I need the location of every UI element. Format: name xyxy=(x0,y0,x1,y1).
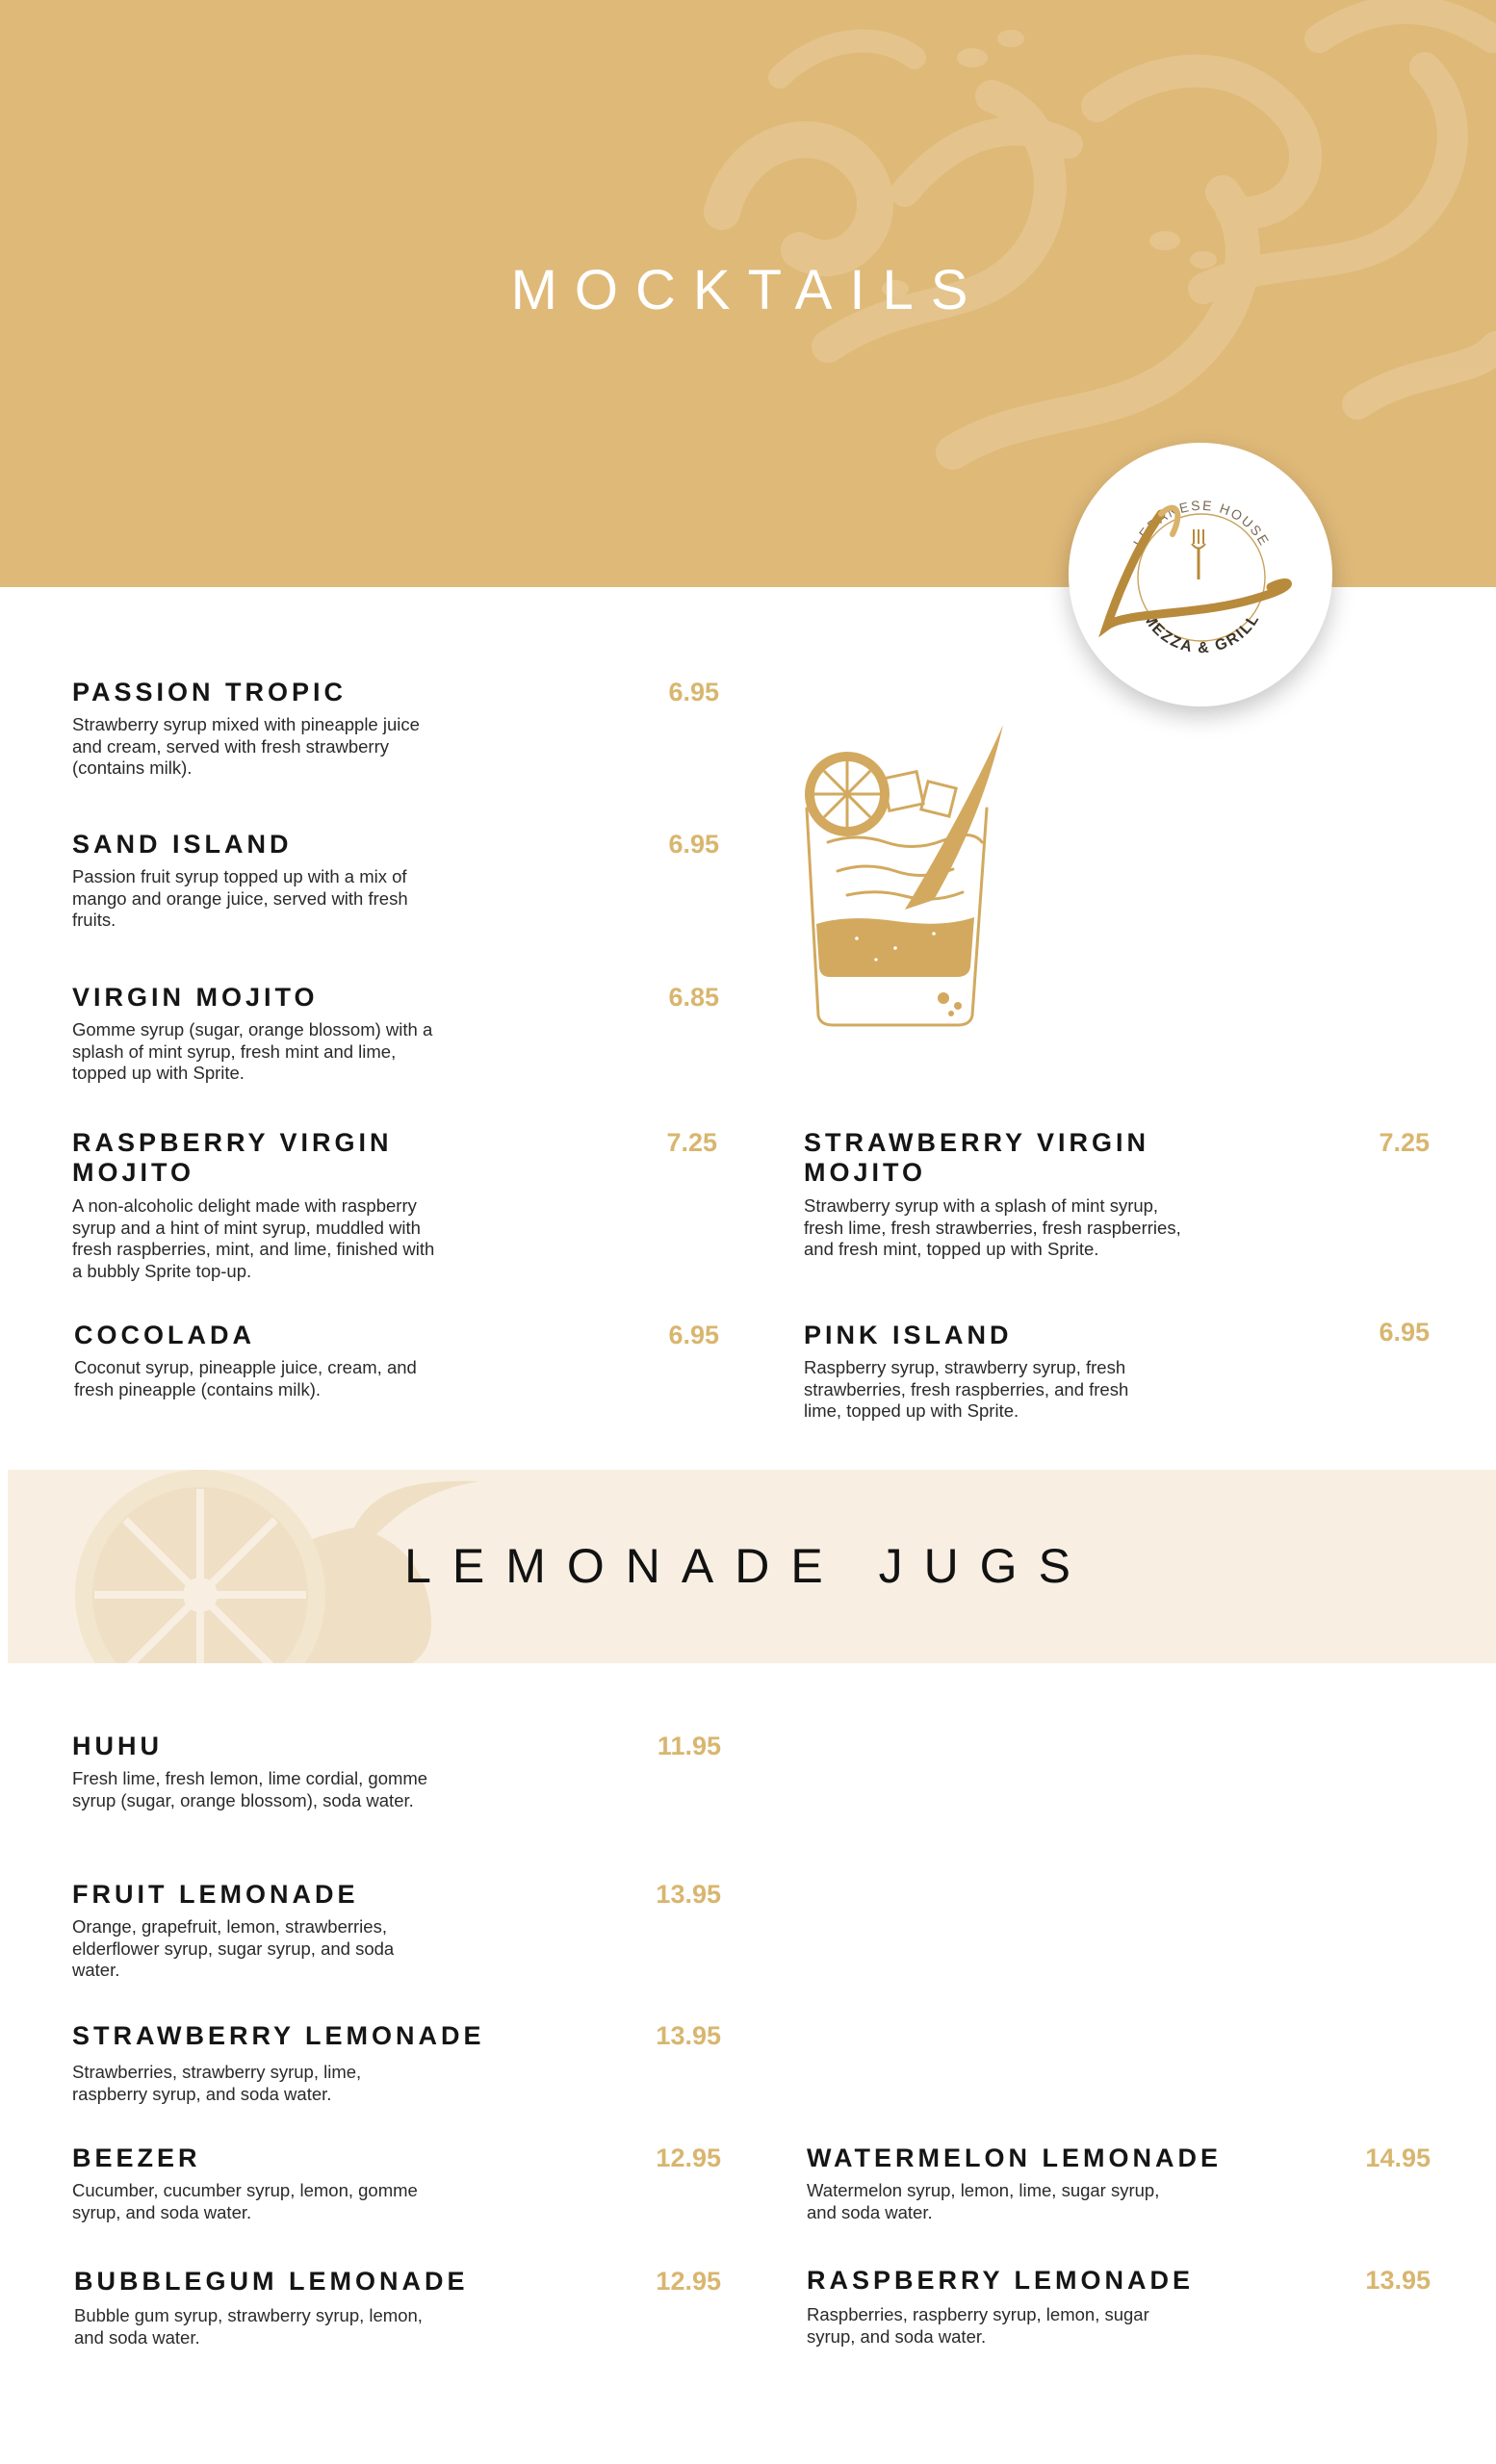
menu-item xyxy=(807,2143,1431,2230)
item-name: FRUIT LEMONADE xyxy=(72,1880,359,1909)
menu-item xyxy=(72,1880,721,1986)
menu-item xyxy=(72,1128,717,1287)
item-description: A non-alcoholic delight made with raspberry syrup and a hint of mint syrup, muddled with fresh raspberries, mint, and lime, finished with a bubbly Sprite top-up. xyxy=(72,1195,435,1281)
item-price: 6.95 xyxy=(668,830,719,859)
item-name: PINK ISLAND xyxy=(804,1321,1013,1349)
item-price: 13.95 xyxy=(1365,2266,1431,2295)
item-name: VIRGIN MOJITO xyxy=(72,983,319,1012)
menu-item xyxy=(804,1318,1430,1426)
item-description: Cucumber, cucumber syrup, lemon, gomme syrup, and soda water. xyxy=(72,2180,418,2222)
item-name: RASPBERRY LEMONADE xyxy=(807,2266,1195,2295)
menu-item xyxy=(807,2266,1431,2352)
item-price: 6.85 xyxy=(668,983,719,1012)
item-description: Coconut syrup, pineapple juice, cream, and fresh pineapple (contains milk). xyxy=(74,1357,417,1399)
menu-item xyxy=(72,983,719,1089)
item-description: Raspberry syrup, strawberry syrup, fresh strawberries, fresh raspberries, and fresh lime, topped up with Sprite. xyxy=(804,1357,1129,1421)
fork-icon xyxy=(1192,529,1205,579)
item-price: 11.95 xyxy=(657,1732,721,1760)
item-price: 6.95 xyxy=(668,1321,719,1349)
mocktail-glass-illustration xyxy=(789,717,1030,1035)
item-name: STRAWBERRY VIRGIN MOJITO xyxy=(804,1128,1150,1187)
item-price: 6.95 xyxy=(1379,1318,1430,1347)
item-price: 6.95 xyxy=(668,678,719,706)
item-name: BUBBLEGUM LEMONADE xyxy=(74,2267,469,2296)
section-title: LEMONADE JUGS xyxy=(404,1539,1092,1593)
item-price: 12.95 xyxy=(656,2267,721,2296)
lebanese-house-logo xyxy=(1069,443,1332,706)
item-description: Watermelon syrup, lemon, lime, sugar syrup, and soda water. xyxy=(807,2180,1160,2222)
menu-item xyxy=(72,678,719,783)
item-name: WATERMELON LEMONADE xyxy=(807,2143,1222,2172)
item-description: Passion fruit syrup topped up with a mix of mango and orange juice, served with fresh fruits. xyxy=(72,866,408,930)
item-name: PASSION TROPIC xyxy=(72,678,348,706)
item-name: RASPBERRY VIRGIN MOJITO xyxy=(72,1128,393,1187)
item-name: SAND ISLAND xyxy=(72,830,293,859)
menu-item xyxy=(72,1732,721,1818)
item-name: COCOLADA xyxy=(74,1321,255,1349)
menu-item xyxy=(72,2143,721,2230)
item-description: Fresh lime, fresh lemon, lime cordial, gomme syrup (sugar, orange blossom), soda water. xyxy=(72,1768,428,1810)
item-price: 7.25 xyxy=(666,1128,717,1157)
item-name: HUHU xyxy=(72,1732,163,1760)
item-name: STRAWBERRY LEMONADE xyxy=(72,2021,485,2050)
item-price: 7.25 xyxy=(1379,1128,1430,1157)
item-price: 13.95 xyxy=(656,1880,721,1909)
item-price: 13.95 xyxy=(656,2021,721,2050)
item-description: Strawberries, strawberry syrup, lime, raspberry syrup, and soda water. xyxy=(72,2062,362,2104)
item-description: Strawberry syrup mixed with pineapple juice and cream, served with fresh strawberry (contains milk). xyxy=(72,714,420,778)
logo-badge xyxy=(1069,443,1332,706)
menu-item xyxy=(74,2267,721,2353)
item-description: Raspberries, raspberry syrup, lemon, sugar syrup, and soda water. xyxy=(807,2304,1149,2347)
menu-item xyxy=(72,2021,721,2108)
page-title: MOCKTAILS xyxy=(510,259,986,321)
item-price: 14.95 xyxy=(1365,2143,1431,2172)
logo-bottom-text: MEZZA & GRILL xyxy=(1139,610,1264,657)
item-name: BEEZER xyxy=(72,2143,201,2172)
item-description: Gomme syrup (sugar, orange blossom) with a splash of mint syrup, fresh mint and lime, topped up with Sprite. xyxy=(72,1019,433,1083)
item-price: 12.95 xyxy=(656,2143,721,2172)
item-description: Strawberry syrup with a splash of mint syrup, fresh lime, fresh strawberries, fresh raspberries, and fresh mint, topped up with Sprite. xyxy=(804,1195,1181,1259)
logo-top-text: LEBANESE HOUSE xyxy=(1129,497,1274,550)
menu-item xyxy=(804,1128,1430,1263)
item-description: Bubble gum syrup, strawberry syrup, lemon, and soda water. xyxy=(74,2305,423,2348)
menu-item xyxy=(74,1321,719,1407)
item-description: Orange, grapefruit, lemon, strawberries, elderflower syrup, sugar syrup, and soda water. xyxy=(72,1916,395,1980)
menu-item xyxy=(72,830,719,936)
